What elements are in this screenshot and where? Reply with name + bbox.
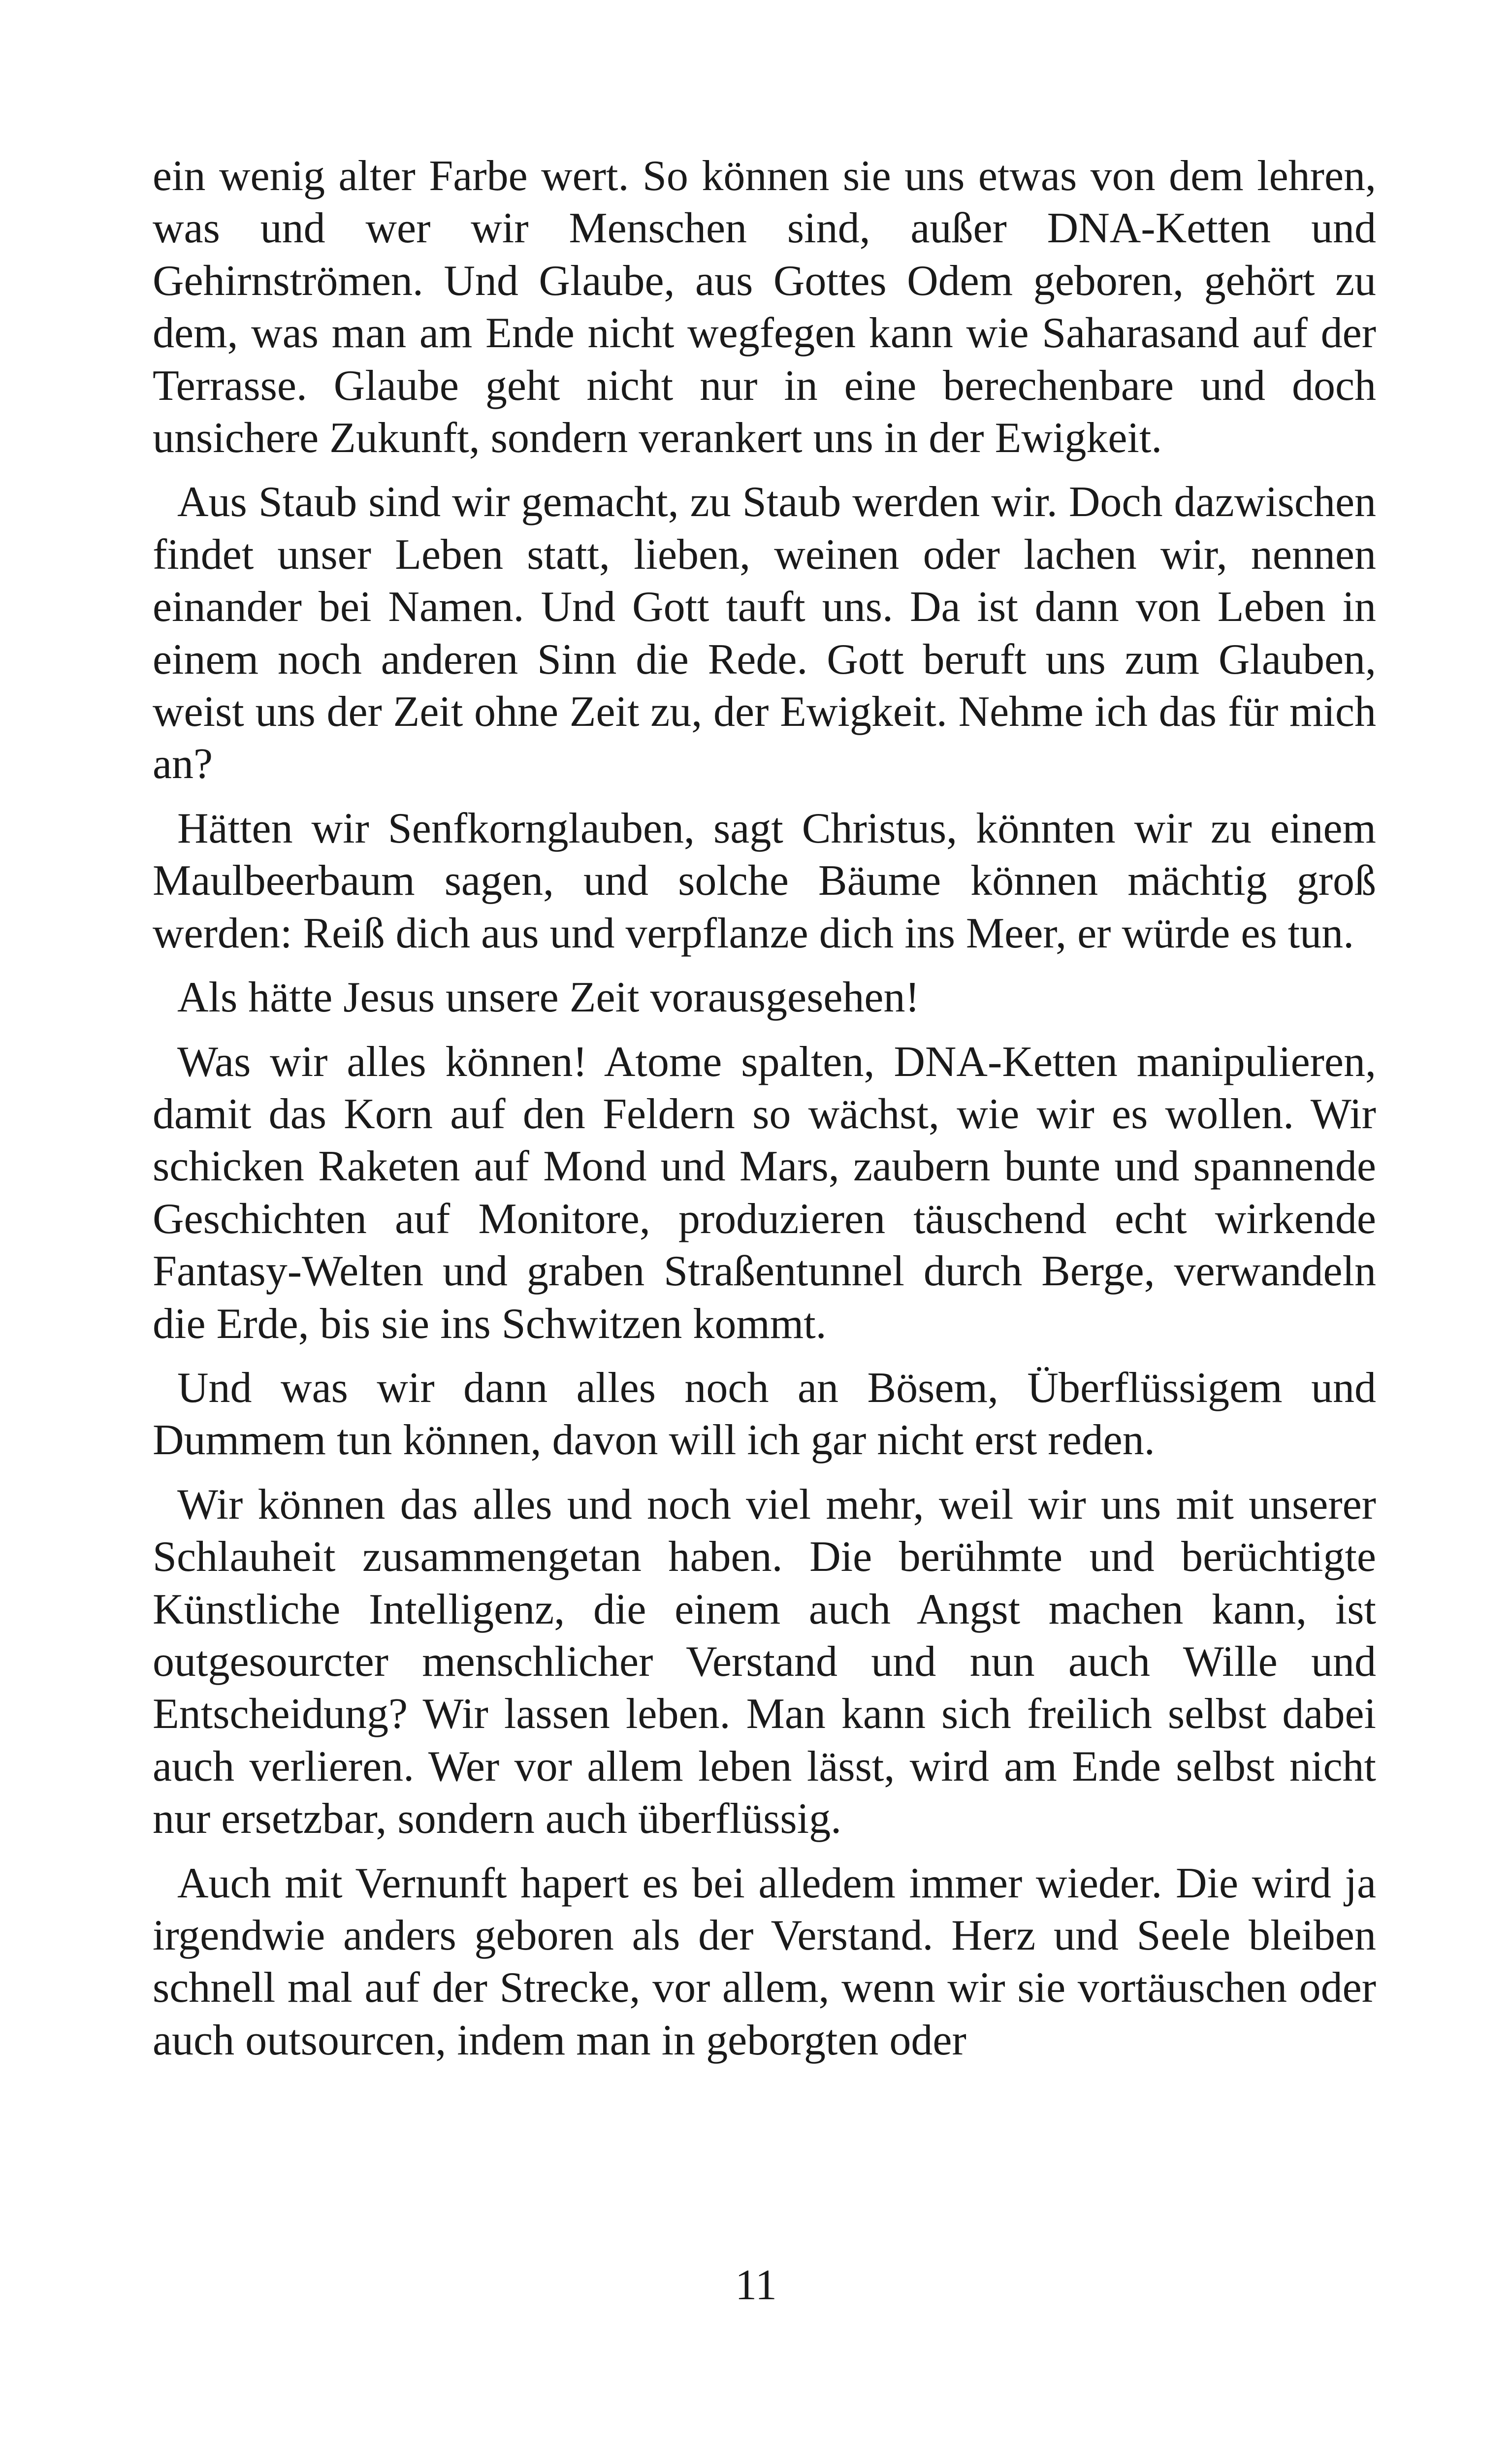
paragraph-2: Aus Staub sind wir gemacht, zu Staub werden wir. Doch dazwischen findet unser Leben statt, lieben, weinen oder lachen wir, nennen einander bei Namen. Und Gott tauft uns. Da ist dann von Leben in einem noch anderen Sinn die Rede. Gott beruft uns zum Glauben, weist uns der Zeit ohne Zeit zu, der Ewigkeit. Nehme ich das für mich an? xyxy=(153,478,1376,788)
page-number: 11 xyxy=(735,2261,777,2309)
paragraph-8: Auch mit Vernunft hapert es bei alledem immer wieder. Die wird ja irgendwie anders geboren als der Verstand. Herz und Seele bleiben schnell mal auf der Strecke, vor allem, wenn wir sie vortäuschen oder auch outsourcen, indem man in geborgten oder xyxy=(153,1859,1376,2064)
paragraph-4: Als hätte Jesus unsere Zeit vorausgesehen! xyxy=(177,974,920,1022)
paragraph-7: Wir können das alles und noch viel mehr, weil wir uns mit unserer Schlauheit zusammengetan haben. Die berühmte und berüchtigte Künstliche Intelligenz, die einem auch Angst machen kann, ist outgesourcter menschlicher Verstand und nun auch Wille und Entscheidung? Wir lassen leben. Man kann sich freilich selbst dabei auch verlieren. Wer vor allem leben lässt, wird am Ende selbst nicht nur ersetzbar, sondern auch überflüssig. xyxy=(153,1480,1376,1843)
paragraph-3: Hätten wir Senfkornglauben, sagt Christus, könnten wir zu einem Maulbeerbaum sagen, und solche Bäume können mächtig groß werden: Reiß dich aus und verpflanze dich ins Meer, er würde es tun. xyxy=(153,804,1376,957)
body-text xyxy=(153,150,1376,2079)
paragraph-1: ein wenig alter Farbe wert. So können sie uns etwas von dem lehren, was und wer wir Menschen sind, außer DNA-Ketten und Gehirnströmen. Und Glaube, aus Gottes Odem geboren, gehört zu dem, was man am Ende nicht wegfegen kann wie Saharasand auf der Terrasse. Glaube geht nicht nur in eine berechenbare und doch unsichere Zukunft, sondern verankert uns in der Ewigkeit. xyxy=(153,152,1376,462)
paragraph-6: Und was wir dann alles noch an Bösem, Überflüssigem und Dummem tun können, davon will ich gar nicht erst reden. xyxy=(153,1364,1376,1465)
paragraph-5: Was wir alles können! Atome spalten, DNA-Ketten manipulieren, damit das Korn auf den Feldern so wächst, wie wir es wollen. Wir schicken Raketen auf Mond und Mars, zaubern bunte und spannende Geschichten auf Monitore, produzieren täuschend echt wirkende Fantasy-Welten und graben Straßentunnel durch Berge, verwandeln die Erde, bis sie ins Schwitzen kommt. xyxy=(153,1038,1376,1348)
